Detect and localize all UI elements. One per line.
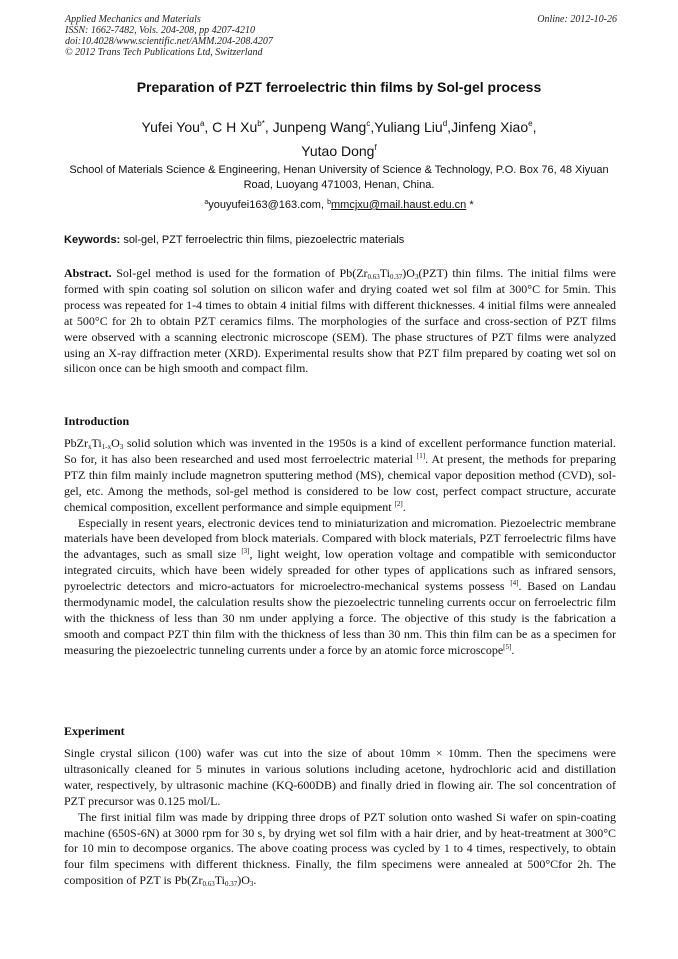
experiment-text: The first initial film was made by dripping three drops of PZT solution onto washed Si wafer on spin-coating machine (650S-6N) at 3000 rpm for 30 s, by drying wet sol film with a hair drier, and by heat-treatment at 300°C for 10 min to decompose organics. The above coating process was cycled by 1 to 4 times, respectively, to obtain four film specimens with different thickness. Finally, the film specimens were annealed at 500°Cfor 2h. The composition of PZT is Pb(Zr [64,809,616,888]
intro-text: solid solution which was invented in the 1950s is a kind of excellent performance function material. So for, it has also been researched and used most ferroelectric material [64,436,616,466]
author-sup: a [199,119,205,128]
subscript: 0.37 [390,273,403,281]
author-name: Jinfeng Xiao [451,119,529,135]
intro-text: , light weight, low operation voltage and compatible with semiconductor integrated circuits, which have been widely spreaded for other types of applications such as infrared sensors, pyroelectric detectors and micro-actuators for microelectro-mechanical systems possess [64,547,616,594]
intro-text: . [402,499,406,514]
author-name: Yutao Dong [301,143,375,159]
experiment-text: Ti [214,873,225,888]
intro-text: . [511,642,515,657]
keywords [64,234,616,246]
abstract-text: Ti [379,266,391,280]
author-name: Junpeng Wang [272,119,367,135]
intro-text: O [111,436,120,450]
journal-copyright: © 2012 Trans Tech Publications Ltd, Switzerland [65,47,263,58]
author-name: Yuliang Liu [374,119,443,135]
experiment-text: )O [237,873,250,888]
intro-paragraph-2 [64,516,616,659]
author-sup: b* [257,119,265,128]
journal-doi: doi:10.4028/www.scientific.net/AMM.204-208.4207 [65,36,273,47]
abstract-text: Sol-gel method is used for the formation of Pb(Zr [116,266,368,280]
author-name: C H Xu [212,119,258,135]
subscript: 0.63 [202,880,215,889]
abstract-block [64,266,616,377]
section-heading-experiment: Experiment [64,724,125,738]
abstract-paragraph [64,266,616,377]
subscript: 0.37 [224,880,238,889]
experiment-paragraph-1: Single crystal silicon (100) wafer was cut into the size of about 10mm × 10mm. Then the specimens were ultrasonically cleaned for 5 minutes in various solutions including acetone, hydrochloric acid and distillation water, respectively, by ultrasonic machine (KQ-600DB) and finally dried in flowing air. The sol concentration of PZT precursor was 0.125 mol/L. [64,746,616,808]
keywords-label: Keywords: [64,234,121,246]
online-date: Online: 2012-10-26 [537,14,617,25]
subscript: 3 [119,443,124,451]
citation-ref[interactable]: [5] [503,642,512,651]
citation-ref[interactable]: [2] [394,499,403,508]
citation-ref[interactable]: [3] [241,547,250,556]
experiment-paragraph-2 [64,810,616,890]
abstract-text: (PZT) thin films. The initial films were formed with spin coating sol solution on silicon wafer and drying coated wet sol film at 300°C for 5min. This process was repeated for 1-4 times to obtain 4 initial films with different thicknesses. 4 initial films were annealed at 500°C for 2h to obtain PZT ceramics films. The morphologies of the surface and cross-section of PZT films were observed with a scanning electronic microscope (SEM). The phase structures of PZT films were analyzed using an X-ray diffraction meter (XRD). Experimental results show that PZT film prepared by coating wet sol on silicon once can be high smooth and compact film. [64,266,616,376]
journal-header [65,14,617,58]
email-a: youyufei163@163.com, [208,199,325,211]
experiment-block [64,746,616,889]
introduction-block [64,436,616,659]
subscript: 1-x [101,443,112,451]
author-emails [64,199,614,211]
intro-text: . Based on Landau thermodynamic model, the calculation results show the piezoelectric tunneling currents occur on ferroelectric film with the thickness of less than 30 nm under applying a force. The objective of this study is the fabrication a smooth and compact PZT thin film with the thickness of less than 30 nm. This thin film can be as a specimen for measuring the piezoelectric tunneling currents under a force by an atomic force microscope [64,579,617,657]
citation-ref[interactable]: [1] [416,451,426,460]
experiment-text: . [253,873,257,888]
intro-text: PbZr [64,436,88,450]
email-b-link[interactable]: mmcjxu@mail.haust.edu.cn [331,199,467,211]
author-sup: d [442,119,448,128]
paper-title: Preparation of PZT ferroelectric thin films by Sol-gel process [136,79,542,95]
intro-paragraph-1 [64,436,616,516]
author-sup: e [528,119,533,128]
corresponding-mark: * [469,199,474,211]
author-list: Yufei You$^a$, C H $Xu^{b*}$, Junpeng Wang$^c$,Yuliang Liu$^d$,Jinfeng Xiao$^e$, Yutao Dong$^f$ [141,119,537,159]
email-sup: a [204,199,209,206]
journal-name: Applied Mechanics and Materials [65,14,201,25]
email-sup: b [327,199,331,206]
subscript: x [88,443,92,451]
intro-text: Ti [91,436,102,450]
abstract-text: )O [402,266,415,280]
keywords-text: sol-gel, PZT ferroelectric thin films, piezoelectric materials [123,234,405,246]
author-sup: f [374,143,377,152]
section-heading-introduction: Introduction [64,414,130,428]
intro-text: Especially in resent years, electronic devices tend to miniaturization and micromation. Piezoelectric membrane materials have been developed from block materials. Compared with block materials, PZT ferroelectric films have the advantages, such as small size [64,515,616,562]
subscript: 0.63 [367,273,380,281]
author-name: Yufei You [141,119,200,135]
journal-issn: ISSN: 1662-7482, Vols. 204-208, pp 4207-4210 [65,25,255,36]
citation-ref[interactable]: [4] [510,579,519,588]
affiliation: School of Materials Science & Engineering, Henan University of Science & Technology, P.O. Box 76, 48 Xiyuan Road, Luoyang 471003, Henan, China. [69,164,609,191]
subscript: 3 [414,273,419,281]
abstract-label: Abstract. [64,266,112,280]
author-sup: c [366,119,371,128]
intro-text: . At present, the methods for preparing PTZ thin film mainly include magnetron sputtering method (MS), chemical vapor deposition method (CVD), sol-gel, etc. Among the methods, sol-gel method is considered to be low cost, perfect compact structure, accurate chemical composition, excellent performance and simple equipment [64,451,616,514]
subscript: 3 [249,880,254,889]
